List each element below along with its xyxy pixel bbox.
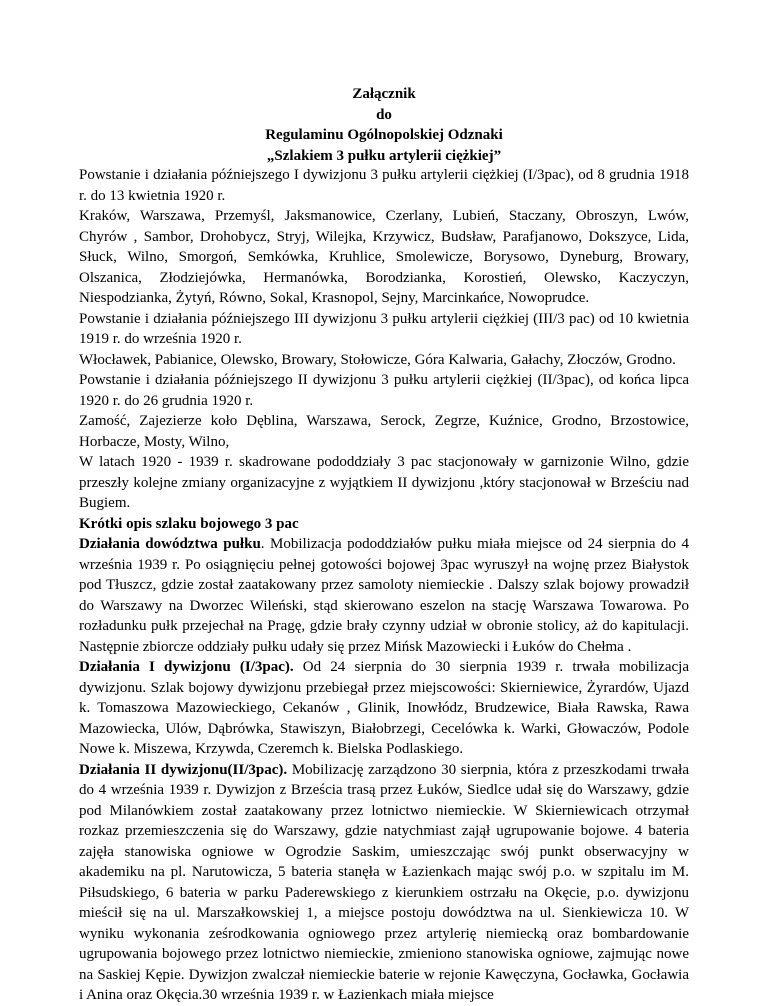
paragraph-iii-dywizjon-places: Włocławek, Pabianice, Olewsko, Browary, Stołowicze, Góra Kalwaria, Gałachy, Złoczów, Grodno.	[79, 351, 676, 368]
heading-line-regulation: Regulaminu Ogólnopolskiej Odznaki	[265, 127, 503, 143]
paragraph-i-dywizjon-actions-text: Od 24 sierpnia do 30 sierpnia 1939 r. trwała mobilizacja dywizjonu. Szlak bojowy dywizjonu przebiegał przez miejscowości: Skierniewice, Żyrardów, Ujazd k. Tomaszowa Mazowieckiego, Cekanów , Glinik, Inowłódz, Brudzewice, Biała Rawska, Rawa Mazowiecka, Ulów, Dąbrówka, Stawiszyn, Białobrzegi, Cecelówka k. Warki, Głowaczów, Podole Nowe k. Miszewa, Krzywda, Czeremch k. Bielska Podlaskiego.	[79, 659, 689, 757]
paragraph-i-dywizjon-actions	[79, 657, 689, 760]
paragraph-regiment-command-lead: Działania dowództwa pułku	[79, 536, 261, 552]
document-heading	[0, 84, 768, 166]
section-heading-combat-route: Krótki opis szlaku bojowego 3 pac	[79, 515, 299, 532]
paragraph-iii-dywizjon-origin: Powstanie i działania późniejszego III dywizjonu 3 pułku artylerii ciężkiej (III/3 pac) od 10 kwietnia 1919 r. do września 1920 r.	[79, 310, 689, 347]
paragraph-i-dywizjon-places: Kraków, Warszawa, Przemyśl, Jaksmanowice, Czerlany, Lubień, Staczany, Obroszyn, Lwów, Chyrów , Sambor, Drohobycz, Stryj, Wilejka, Krzywicz, Budsław, Parafjanowo, Dokszyce, Lida, Słuck, Wilno, Smorgoń, Semkówka, Kruhlice, Smolewicze, Borysowo, Dyneburg, Browary, Olszanica, Złodziejówka, Hermanówka, Borodzianka, Korostień, Olewsko, Kaczyczyn, Niespodzianka, Żytyń, Równo, Sokal, Krasnopol, Sejny, Marcinkańce, Nowoprudce.	[79, 208, 689, 306]
paragraph-regiment-command-text: . Mobilizacja pododdziałów pułku miała miejsce od 24 sierpnia do 4 września 1939 r. Po osiągnięciu pełnej gotowości bojowej 3pac wyruszył na wojnę przez Białystok pod Tłuszcz, gdzie został zaatakowany przez samoloty niemieckie . Dalszy szlak bojowy prowadził do Warszawy na Dworzec Wileński, stąd skierowano eszelon na stację Warszawa Towarowa. Po rozładunku pułk przejechał na Pragę, gdzie brały czynny udział w obronie stolicy, aż do kapitulacji. Następnie zbiorcze oddziały pułku udały się przez Mińsk Mazowiecki i Łuków do Chełma .	[79, 536, 690, 655]
paragraph-ii-dywizjon-actions-text: Mobilizację zarządzono 30 sierpnia, która z przeszkodami trwała do 4 września 1939 r. Dywizjon z Brześcia trasą przez Łuków, Siedlce udał się do Warszawy, gdzie pod Milanówkiem został zaatakowany przez lotnictwo niemieckie. W Skierniewicach otrzymał rozkaz przemieszczenia się do Warszawy, gdzie natychmiast zajął ugrupowanie bojowe. 4 bateria zajęła stanowiska ogniowe w Ogrodzie Saskim, umieszczając swój punkt obserwacyjny w akademiku na pl. Narutowicza, 5 bateria stanęła w Łazienkach mając swój p.o. w szpitalu im M. Piłsudskiego, 6 bateria w parku Paderewskiego z kierunkiem ostrzału na Okęcie, p.o. dywizjonu mieścił się na ul. Marszałkowskiej 1, a miejsce postoju dowództwa na ul. Sienkiewicza 10. W wyniku wykonania ześrodkowania ogniowego przez artylerię niemiecką oraz bombardowanie ugrupowania bojowego przez lotnictwo niemieckie, zmieniono stanowiska ogniowe, zajmując nowe na Saskiej Kępie. Dywizjon zwalczał niemieckie baterie w rejonie Kawęczyna, Gocławka, Gocławia i Anina oraz Okęcia.30 września 1939 r. w Łazienkach miała miejsce	[79, 761, 689, 1003]
paragraph-regiment-command	[79, 534, 689, 657]
document-body	[79, 165, 689, 1006]
heading-line-badge-title: „Szlakiem 3 pułku artylerii ciężkiej”	[266, 147, 502, 164]
paragraph-ii-dywizjon-actions	[79, 760, 689, 1006]
heading-line-attachment: Załącznik	[352, 86, 416, 102]
paragraph-interwar-garrison: W latach 1920 - 1939 r. skadrowane pododdziały 3 pac stacjonowały w garnizonie Wilno, gdzie przeszły kolejne zmiany organizacyjne z wyjątkiem II dywizjonu ,który stacjonował w Brześciu nad Bugiem.	[79, 454, 689, 511]
paragraph-ii-dywizjon-origin: Powstanie i działania późniejszego II dywizjonu 3 pułku artylerii ciężkiej (II/3pac), od końca lipca 1920 r. do 26 grudnia 1920 r.	[79, 372, 689, 409]
paragraph-ii-dywizjon-places: Zamość, Zajezierze koło Dęblina, Warszawa, Serock, Zegrze, Kuźnice, Grodno, Brzostowice, Horbacze, Mosty, Wilno,	[79, 413, 689, 450]
heading-line-to: do	[376, 106, 392, 123]
paragraph-i-dywizjon-actions-lead: Działania I dywizjonu (I/3pac).	[79, 659, 294, 675]
paragraph-ii-dywizjon-actions-lead: Działania II dywizjonu(II/3pac).	[79, 761, 288, 778]
paragraph-i-dywizjon-origin: Powstanie i działania późniejszego I dywizjonu 3 pułku artylerii ciężkiej (I/3pac), od 8 grudnia 1918 r. do 13 kwietnia 1920 r.	[79, 167, 689, 204]
